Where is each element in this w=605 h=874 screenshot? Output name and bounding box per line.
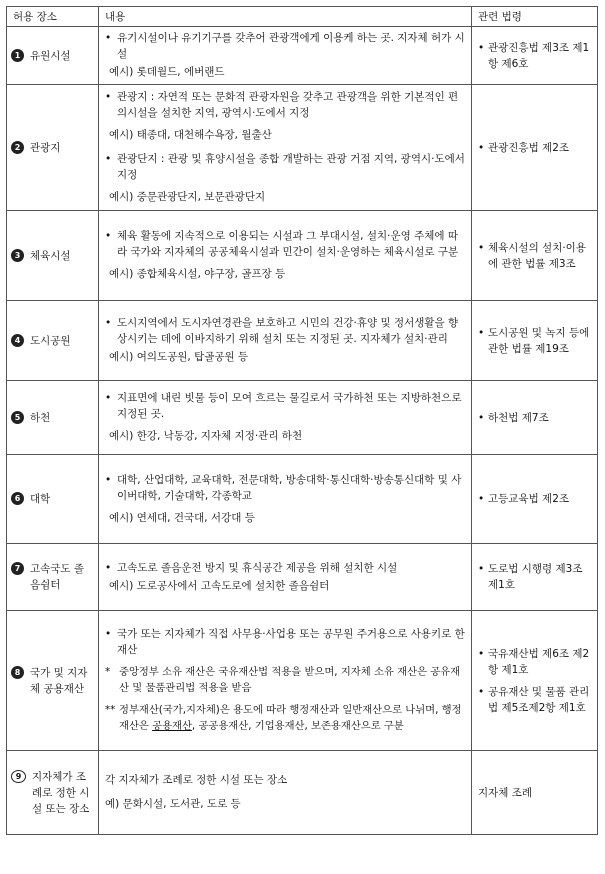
content-cell: • 유기시설이나 유기기구를 갖추어 관광객에게 이용케 하는 곳. 지자체 허가 시설 예시) 롯데월드, 에버랜드 <box>99 27 472 85</box>
law-cell: • 고등교육법 제2조 <box>472 455 598 544</box>
place-cell <box>7 544 99 611</box>
example-text: 예시) 한강, 낙동강, 지자체 지정·관리 하천 <box>109 430 303 442</box>
place-name: 체육시설 <box>30 249 71 262</box>
example-text: 예시) 태종대, 대천해수욕장, 월출산 <box>109 129 272 141</box>
header-place: 허용 장소 <box>7 7 99 27</box>
law-cell <box>472 751 598 835</box>
number-badge: 6 <box>11 492 24 505</box>
law-text: 국유재산법 제6조 제2항 제1호 <box>488 647 590 676</box>
note-text: 정부재산(국가,지자체)은 용도에 따라 행정재산과 일반재산으로 나뉘며, 행정재산은 <box>119 704 462 732</box>
content-item: 관광지 : 자연적 또는 문화적 관광자원을 갖추고 관광객을 위한 기본적인 편의시설을 설치한 지역, 광역시·도에서 지정 <box>117 91 459 119</box>
content-item: 관광단지 : 관광 및 휴양시설을 종합 개발하는 관광 거점 지역, 광역시·도에서 지정 <box>117 153 465 181</box>
number-badge: 5 <box>11 411 24 424</box>
table-row <box>7 85 598 211</box>
note-mark: * <box>105 666 111 678</box>
example-text: 예시) 롯데월드, 에버랜드 <box>109 66 225 78</box>
place-cell <box>7 211 99 301</box>
content-text: 각 지자체가 조례로 정한 시설 또는 장소 <box>105 774 288 786</box>
example-text: 예시) 도로공사에서 고속도로에 설치한 졸음쉼터 <box>109 579 330 592</box>
example-text: 예시) 종합체육시설, 야구장, 골프장 등 <box>109 268 286 280</box>
place-cell <box>7 611 99 751</box>
place-name: 유원시설 <box>30 49 71 62</box>
place-name: 대학 <box>30 493 51 505</box>
law-text: 관광진흥법 제2조 <box>488 141 570 154</box>
table-row <box>7 381 598 455</box>
content-cell: • 고속도로 졸음운전 방지 및 휴식공간 제공을 위해 설치한 시설 예시) 도로공사에서 고속도로에 설치한 졸음쉼터 <box>99 544 472 611</box>
law-text: 고등교육법 제2조 <box>488 493 570 505</box>
law-cell: • 도로법 시행령 제3조 제1호 <box>472 544 598 611</box>
law-text: 지자체 조례 <box>478 786 533 799</box>
law-text: 공유재산 및 물품 관리법 제5조제2항 제1호 <box>488 685 590 714</box>
header-row <box>7 7 598 27</box>
place-name: 지자체가 조례로 정한 시설 또는 장소 <box>32 770 90 815</box>
place-cell <box>7 301 99 381</box>
law-text: 도시공원 및 녹지 등에 관한 법률 제19조 <box>488 326 590 355</box>
content-cell: • 대학, 산업대학, 교육대학, 전문대학, 방송대학·통신대학·방송통신대학 및 사이버대학, 기술대학, 각종학교 예시) 연세대, 건국대, 서강대 등 <box>99 455 472 544</box>
table-row <box>7 544 598 611</box>
place-name: 하천 <box>30 411 51 424</box>
example-text: 예시) 연세대, 건국대, 서강대 등 <box>109 511 255 524</box>
number-badge: 8 <box>11 666 24 679</box>
example-text: 예시) 여의도공원, 탑골공원 등 <box>109 351 249 363</box>
place-name: 고속국도 졸음쉼터 <box>30 563 85 591</box>
note-text: , 공공용재산, 기업용재산, 보존용재산으로 구분 <box>191 720 404 732</box>
content-cell <box>99 751 472 835</box>
content-cell: • 도시지역에서 도시자연경관을 보호하고 시민의 건강·휴양 및 정서생활을 향상시키는 데에 이바지하기 위해 설치 또는 지정된 곳. 지자체가 설치·관리 예시) 여의도공원, 탑골공원 등 <box>99 301 472 381</box>
example-text: 예시) 중문관광단지, 보문관광단지 <box>109 191 266 203</box>
table-row <box>7 27 598 85</box>
number-badge: 1 <box>11 49 24 62</box>
table-row <box>7 455 598 544</box>
place-name: 도시공원 <box>30 334 71 347</box>
place-cell <box>7 85 99 211</box>
table-row <box>7 611 598 751</box>
number-badge: 2 <box>11 141 24 154</box>
law-cell: • 국유재산법 제6조 제2항 제1호 • 공유재산 및 물품 관리법 제5조제2항 제1호 <box>472 611 598 751</box>
law-text: 도로법 시행령 제3조 제1호 <box>488 563 583 591</box>
content-item: 도시지역에서 도시자연경관을 보호하고 시민의 건강·휴양 및 정서생활을 향상시키는 데에 이바지하기 위해 설치 또는 지정된 곳. 지자체가 설치·관리 <box>117 317 459 345</box>
content-item: 지표면에 내린 빗물 등이 모여 흐르는 물길로서 국가하천 또는 지방하천으로 지정된 곳. <box>117 392 462 420</box>
place-cell <box>7 381 99 455</box>
note-mark: ** <box>105 704 116 716</box>
place-cell <box>7 751 99 835</box>
table-row <box>7 211 598 301</box>
law-cell: • 체육시설의 설치·이용에 관한 법률 제3조 <box>472 211 598 301</box>
content-item: 대학, 산업대학, 교육대학, 전문대학, 방송대학·통신대학·방송통신대학 및 사이버대학, 기술대학, 각종학교 <box>117 473 462 502</box>
header-law: 관련 법령 <box>472 7 598 27</box>
place-name: 국가 및 지자체 공용재산 <box>30 666 88 695</box>
header-content: 내용 <box>99 7 472 27</box>
content-cell: • 체육 활동에 지속적으로 이용되는 시설과 그 부대시설, 설치·운영 주체에 따라 국가와 지자체의 공공체육시설과 민간이 설치·운영하는 체육시설로 구분 예시) 종합체육시설, 야구장, 골프장 등 <box>99 211 472 301</box>
note-text: 중앙정부 소유 재산은 국유재산법 적용을 받으며, 지자체 소유 재산은 공유재산 및 물품관리법 적용을 받음 <box>119 666 461 694</box>
law-cell: • 하천법 제7조 <box>472 381 598 455</box>
place-name: 관광지 <box>30 141 61 154</box>
content-cell: • 관광지 : 자연적 또는 문화적 관광자원을 갖추고 관광객을 위한 기본적인 편의시설을 설치한 지역, 광역시·도에서 지정 예시) 태종대, 대천해수욕장, 월출산 • 관광단지 : 관광 및 휴양시설을 종합 개발하는 관광 거점 지역, 광역시·도에서 지정 예시) 중문관광단지, 보문관광단지 <box>99 85 472 211</box>
content-item: 유기시설이나 유기기구를 갖추어 관광객에게 이용케 하는 곳. 지자체 허가 시설 <box>117 32 465 60</box>
number-badge: 9 <box>11 770 26 783</box>
place-cell <box>7 27 99 85</box>
content-cell: • 국가 또는 지자체가 직접 사무용·사업용 또는 공무원 주거용으로 사용키로 한 재산 * 중앙정부 소유 재산은 국유재산법 적용을 받으며, 지자체 소유 재산은 공유재산 및 물품관리법 적용을 받음 ** 정부재산(국가,지자체)은 용도에 따라 행정재산과 일반재산으로 나뉘며, 행정재산은 공용재산, 공공용재산, 기업용재산, 보존용재산으로 구분 <box>99 611 472 751</box>
content-item: 고속도로 졸음운전 방지 및 휴식공간 제공을 위해 설치한 시설 <box>117 561 398 574</box>
content-item: 국가 또는 지자체가 직접 사무용·사업용 또는 공무원 주거용으로 사용키로 한 재산 <box>117 628 465 656</box>
number-badge: 7 <box>11 562 24 575</box>
number-badge: 3 <box>11 249 24 262</box>
example-text: 예) 문화시설, 도서관, 도로 등 <box>105 798 241 810</box>
number-badge: 4 <box>11 334 24 347</box>
allowed-places-table <box>6 6 598 835</box>
law-cell: • 관광진흥법 제3조 제1항 제6호 <box>472 27 598 85</box>
table-row <box>7 301 598 381</box>
law-cell: • 도시공원 및 녹지 등에 관한 법률 제19조 <box>472 301 598 381</box>
underlined-term: 공용재산 <box>152 720 192 732</box>
content-cell: • 지표면에 내린 빗물 등이 모여 흐르는 물길로서 국가하천 또는 지방하천으로 지정된 곳. 예시) 한강, 낙동강, 지자체 지정·관리 하천 <box>99 381 472 455</box>
law-text: 관광진흥법 제3조 제1항 제6호 <box>488 41 590 70</box>
law-text: 체육시설의 설치·이용에 관한 법률 제3조 <box>488 241 586 270</box>
law-text: 하천법 제7조 <box>488 411 549 424</box>
place-cell <box>7 455 99 544</box>
content-item: 체육 활동에 지속적으로 이용되는 시설과 그 부대시설, 설치·운영 주체에 따라 국가와 지자체의 공공체육시설과 민간이 설치·운영하는 체육시설로 구분 <box>117 230 459 258</box>
table-row <box>7 751 598 835</box>
law-cell: • 관광진흥법 제2조 <box>472 85 598 211</box>
